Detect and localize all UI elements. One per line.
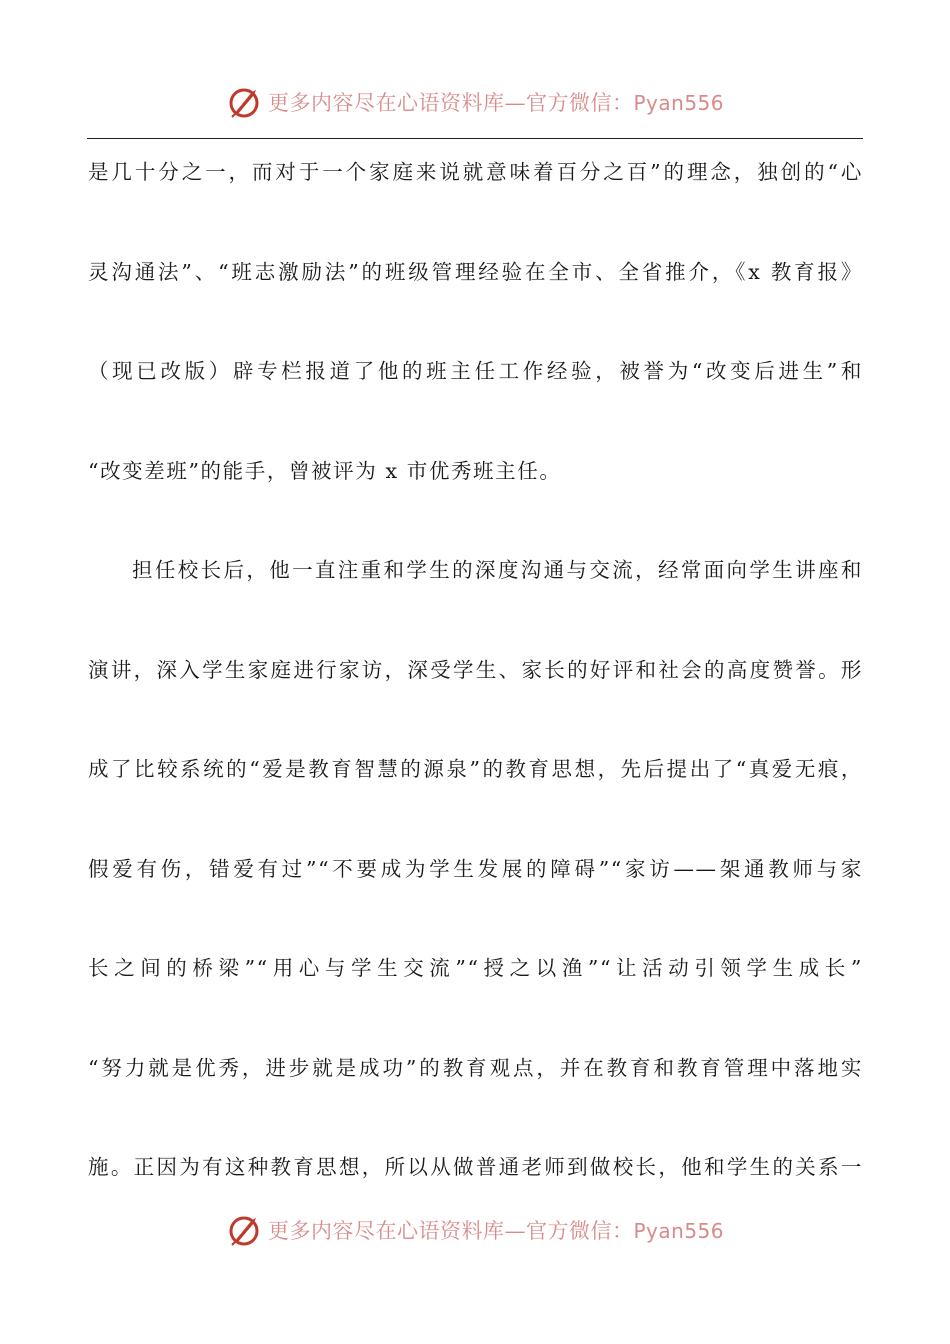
- body-line-2: 灵沟通法”、“班志激励法”的班级管理经验在全市、全省推介，《x 教育报》: [88, 259, 863, 284]
- banner-wechat-id: Pyan556: [633, 1219, 724, 1243]
- body-line-8: 假爱有伤，错爱有过”“不要成为学生发展的障碍”“家访——架通教师与家: [88, 856, 863, 881]
- banner-text: [268, 87, 724, 117]
- body-line-1: 是几十分之一，而对于一个家庭来说就意味着百分之百”的理念，独创的“心: [88, 160, 863, 184]
- body-line-9: 长之间的桥梁”“用心与学生交流”“授之以渔”“让活动引领学生成长”: [88, 956, 863, 980]
- banner-text-cn: 更多内容尽在心语资料库—官方微信：: [267, 1219, 634, 1243]
- body-line-7: 成了比较系统的“爱是教育智慧的源泉”的教育思想，先后提出了“真爱无痕，: [88, 757, 863, 781]
- footer-banner: [0, 1210, 950, 1250]
- quill-logo-icon: [226, 1212, 262, 1248]
- document-body: [88, 150, 863, 1245]
- body-line-5: 担任校长后，他一直注重和学生的深度沟通与交流，经常面向学生讲座和: [132, 558, 863, 582]
- header-divider: [87, 138, 863, 139]
- quill-logo-icon: [226, 84, 262, 120]
- banner-text: [268, 1215, 724, 1245]
- body-line-3: （现已改版）辟专栏报道了他的班主任工作经验，被誉为“改变后进生”和: [88, 359, 863, 383]
- banner-text-cn: 更多内容尽在心语资料库—官方微信：: [267, 91, 634, 115]
- banner-wechat-id: Pyan556: [633, 91, 724, 115]
- body-line-11: 施。正因为有这种教育思想，所以从做普通老师到做校长，他和学生的关系一: [88, 1155, 863, 1179]
- header-banner: [0, 82, 950, 122]
- body-line-10: “努力就是优秀，进步就是成功”的教育观点，并在教育和教育管理中落地实: [88, 1055, 863, 1080]
- body-line-4: “改变差班”的能手，曾被评为 x 市优秀班主任。: [88, 458, 562, 483]
- body-line-6: 演讲，深入学生家庭进行家访，深受学生、家长的好评和社会的高度赞誉。形: [88, 657, 863, 682]
